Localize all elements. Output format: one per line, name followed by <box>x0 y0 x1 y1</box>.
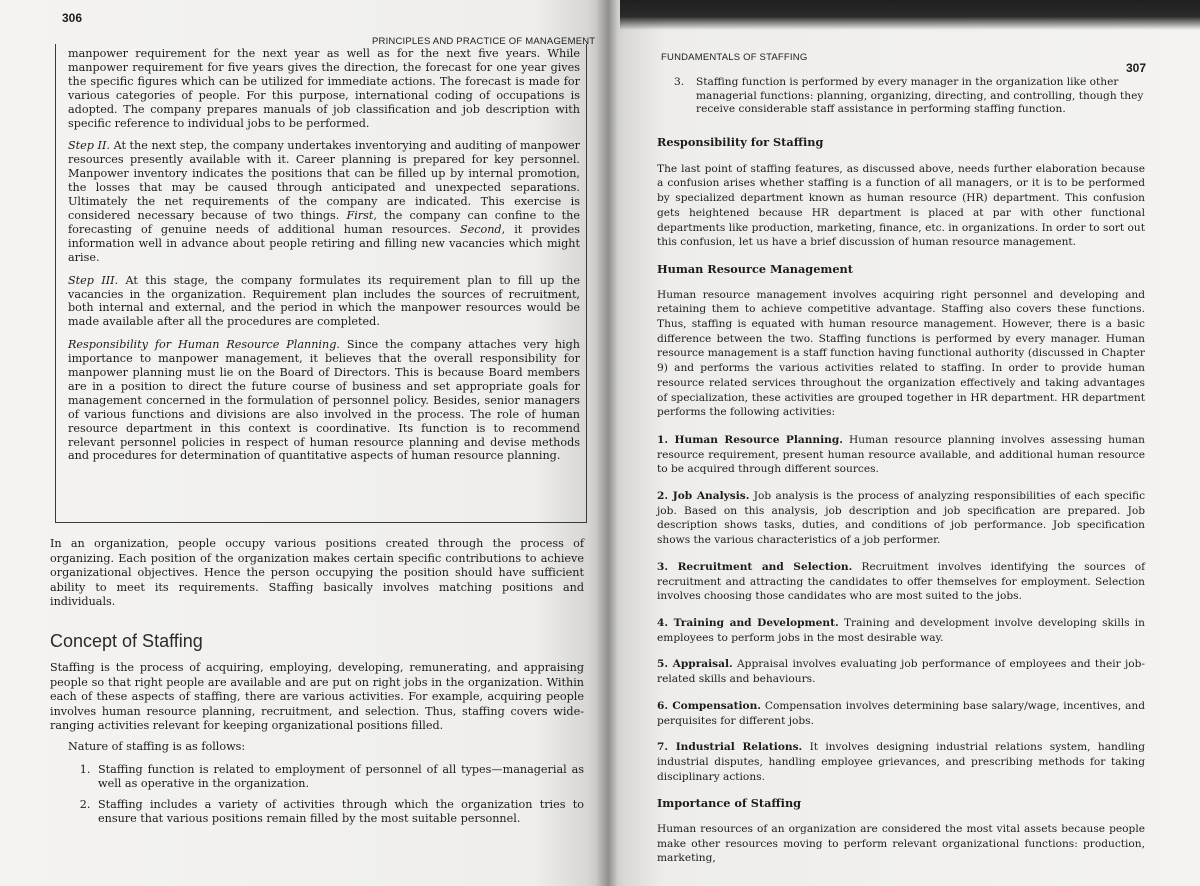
right-content <box>657 135 1145 866</box>
running-head: FUNDAMENTALS OF STAFFING <box>661 52 808 63</box>
list-item: 2. Staffing includes a variety of activities through which the organization tries to ensure that various positions remain filled by the most suitable personnel. <box>94 798 584 827</box>
activity-item: 7. Industrial Relations. It involves designing industrial relations system, handling industrial disputes, handling employee grievances, and prescribing methods for taking disciplinary actions. <box>657 741 1146 783</box>
importance-paragraph: Human resources of an organization are considered the most vital assets because people make other resources moving to perform relevant organizational functions: production, marketing, <box>657 823 1145 865</box>
activity-item: 2. Job Analysis. Job analysis is the process of analyzing responsibilities of each specific job. Based on this analysis, job description and job specification are prepared. Job description shows tasks, duties, and conditions of job performance. Job specification shows the various characteristics of a job performer. <box>657 490 1145 547</box>
book-spine-shadow <box>596 0 618 886</box>
activity-item: 6. Compensation. Compensation involves determining base salary/wage, incentives, and perquisites for different jobs. <box>657 699 1146 727</box>
step-lead: Step III. <box>68 273 119 287</box>
list-number: 3. <box>674 76 685 88</box>
section-heading: Human Resource Management <box>657 261 853 276</box>
activity-item: 5. Appraisal. Appraisal involves evaluating job performance of employees and their job-related skills and behaviours. <box>657 658 1145 686</box>
intro-paragraph: In an organization, people occupy various positions created through the process of organizing. Each position of the organization makes certain specific contributions to achieve organizational objectives. Hence the person occupying the position should have sufficient ability to meet its requirements. Staffing basically involves matching positions and individuals. <box>50 537 584 609</box>
concept-section <box>50 661 584 833</box>
box-paragraph: manpower requirement for the next year as well as for the next five years. While manpower requirement for five years gives the direction, the forecast for one year gives the specific figures which can be utilized for immediate actions. The forecast is made for various categories of people. For this purpose, international coding of occupations is adopted. The company prepares manuals of job classification and job description with specific reference to individual jobs to be performed. <box>68 47 580 130</box>
nature-list <box>50 763 584 827</box>
box-step3-paragraph: Step III. At this stage, the company formulates its requirement plan to fill up the vacancies in the organization. Requirement plan includes the sources of recruitment, both internal and external, and the period in which the manpower resources would be made available after all the procedures are completed. <box>68 273 580 329</box>
paragraph-lead: Responsibility for Human Resource Planning. <box>68 338 340 352</box>
list-item: 1. Staffing function is related to employment of personnel of all types—managerial as well as operative in the organization. <box>94 763 584 792</box>
section-heading: Concept of Staffing <box>50 631 203 651</box>
page-number: 307 <box>1126 61 1147 75</box>
section-heading: Importance of Staffing <box>657 796 802 811</box>
activity-item: 4. Training and Development. Training and development involve developing skills in employees to perform jobs in the most desirable way. <box>657 616 1145 644</box>
step-lead: Step II. <box>68 139 110 153</box>
list-item: 3. Staffing function is performed by every manager in the organization like other managerial functions: planning, organizing, directing, and controlling, though they receive considerable staff assistance in performing staffing function. <box>674 76 1144 115</box>
concept-paragraph: Staffing is the process of acquiring, employing, developing, remunerating, and appraising people so that right people are available and are put on right jobs in the organization. Within each of these aspects of staffing, there are various activities. For example, acquiring people involves human resource planning, recruitment, and selection. Thus, staffing covers wide-ranging activities relevant for keeping organizational positions filled. <box>50 661 584 733</box>
box-step2-paragraph: Step II. At the next step, the company undertakes inventorying and auditing of manpower resources presently available with it. Career planning is prepared for key personnel. Manpower inventory indicates the positions that can be filled up by internal promotion, the losses that may be caused through anticipated and unexpected separations. Ultimately the net requirements of the company are indicated. This exercise is considered necessary because of two things. First, the company can confine to the forecasting of genuine needs of additional human resources. Second, it provides information well in advance about people retiring and filling new vacancies which might arise. <box>68 139 580 264</box>
box-content <box>68 47 580 472</box>
page-edge-shadow <box>620 0 1200 30</box>
nature-intro: Nature of staffing is as follows: <box>68 739 246 753</box>
activity-item: 1. Human Resource Planning. Human resource planning involves assessing human resource requirement, present human resource available, and additional human resource to be acquired through different sources. <box>657 433 1145 476</box>
section-heading: Responsibility for Staffing <box>657 135 824 149</box>
page-number: 306 <box>62 11 83 25</box>
responsibility-paragraph: The last point of staffing features, as discussed above, needs further elaboration because a confusion arises whether staffing is a function of all managers, or it is to be performed by specialized department known as human resource (HR) department. This confusion gets heightened because HR department is placed at par with other functional departments like production, marketing, finance, etc. in organizations. In order to sort out this confusion, let us have a brief discussion of human resource management. <box>657 162 1145 249</box>
running-head: PRINCIPLES AND PRACTICE OF MANAGEMENT <box>372 36 596 47</box>
hrm-paragraph: Human resource management involves acquiring right personnel and developing and retaining them to achieve competitive advantage. Staffing also covers these functions. Thus, staffing is equated with human resource management. However, there is a basic difference between the two. Staffing functions is performed by every manager. Human resource management is a staff function having functional authority (discussed in Chapter 9) and performs the various activities related to staffing. In order to provide human resource related services throughout the organization effectively and taking advantages of specialization, these activities are grouped together in HR department. HR department performs the following activities: <box>657 288 1145 419</box>
box-responsibility-paragraph: Responsibility for Human Resource Planning. Since the company attaches very high importance to manpower management, it believes that the overall responsibility for manpower planning must lie on the Board of Directors. This is because Board members are in a position to direct the future course of business and set appropriate goals for management concerned in the formulation of personnel policy. Besides, senior managers of various functions and divisions are also involved in the process. The role of human resource department in this context is coordinative. Its function is to recommend relevant personnel policies in respect of human resource planning and devise methods and procedures for determination of quantitative aspects of human resource planning. <box>68 338 580 463</box>
activity-item: 3. Recruitment and Selection. Recruitment involves identifying the sources of recruitment and attracting the candidates to offer themselves for employment. Selection involves choosing those candidates who are most suited to the jobs. <box>657 560 1145 603</box>
